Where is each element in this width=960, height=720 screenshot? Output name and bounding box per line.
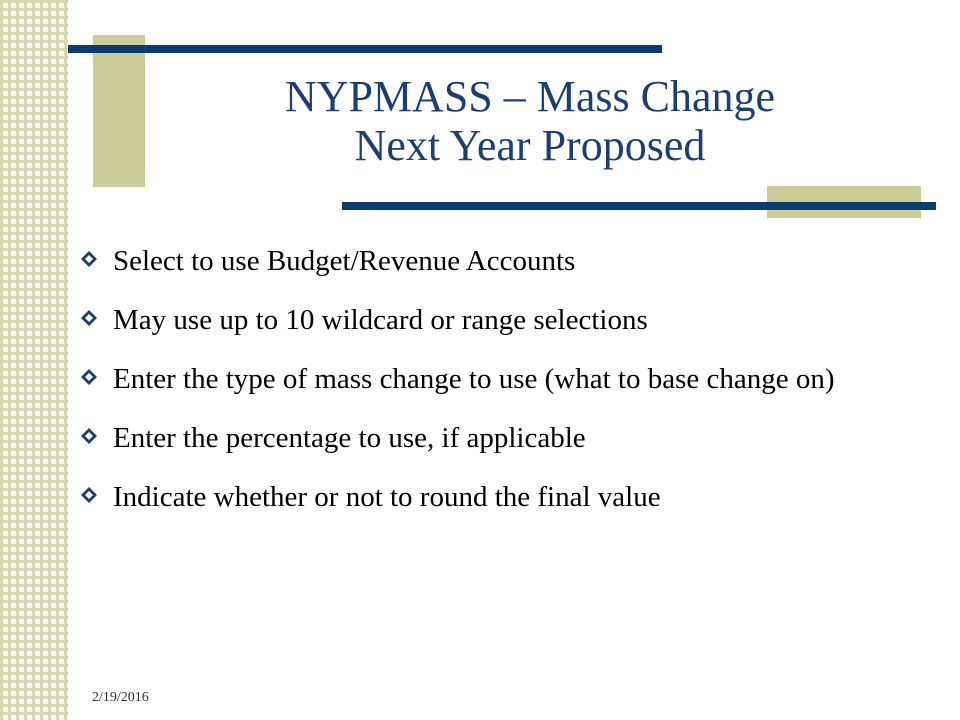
diamond-bullet-icon — [80, 486, 98, 504]
slide-title-line-2: Next Year Proposed — [354, 121, 706, 170]
bullet-item — [80, 243, 900, 279]
bullet-text: Select to use Budget/Revenue Accounts — [113, 245, 576, 277]
bullet-item — [80, 420, 900, 456]
bullet-text: Enter the type of mass change to use (what to base change on) — [113, 363, 835, 395]
bullet-item — [80, 361, 900, 397]
diamond-bullet-icon — [80, 250, 98, 268]
bullet-item — [80, 479, 900, 515]
title-rule-top — [68, 45, 662, 53]
bullet-text: May use up to 10 wildcard or range selections — [113, 304, 648, 336]
footer-date: 2/19/2016 — [92, 690, 149, 705]
bullet-item — [80, 302, 900, 338]
bullet-text: Enter the percentage to use, if applicable — [113, 422, 586, 454]
slide-title-line-1: NYPMASS – Mass Change — [284, 72, 776, 121]
bullet-text: Indicate whether or not to round the final value — [113, 481, 661, 513]
slide-title — [160, 72, 900, 170]
title-accent-block-left — [93, 35, 145, 187]
bullet-list — [80, 243, 900, 538]
diamond-bullet-icon — [80, 309, 98, 327]
diamond-bullet-icon — [80, 368, 98, 386]
title-rule-bottom — [342, 202, 936, 210]
left-hatched-strip — [0, 0, 68, 720]
diamond-bullet-icon — [80, 427, 98, 445]
